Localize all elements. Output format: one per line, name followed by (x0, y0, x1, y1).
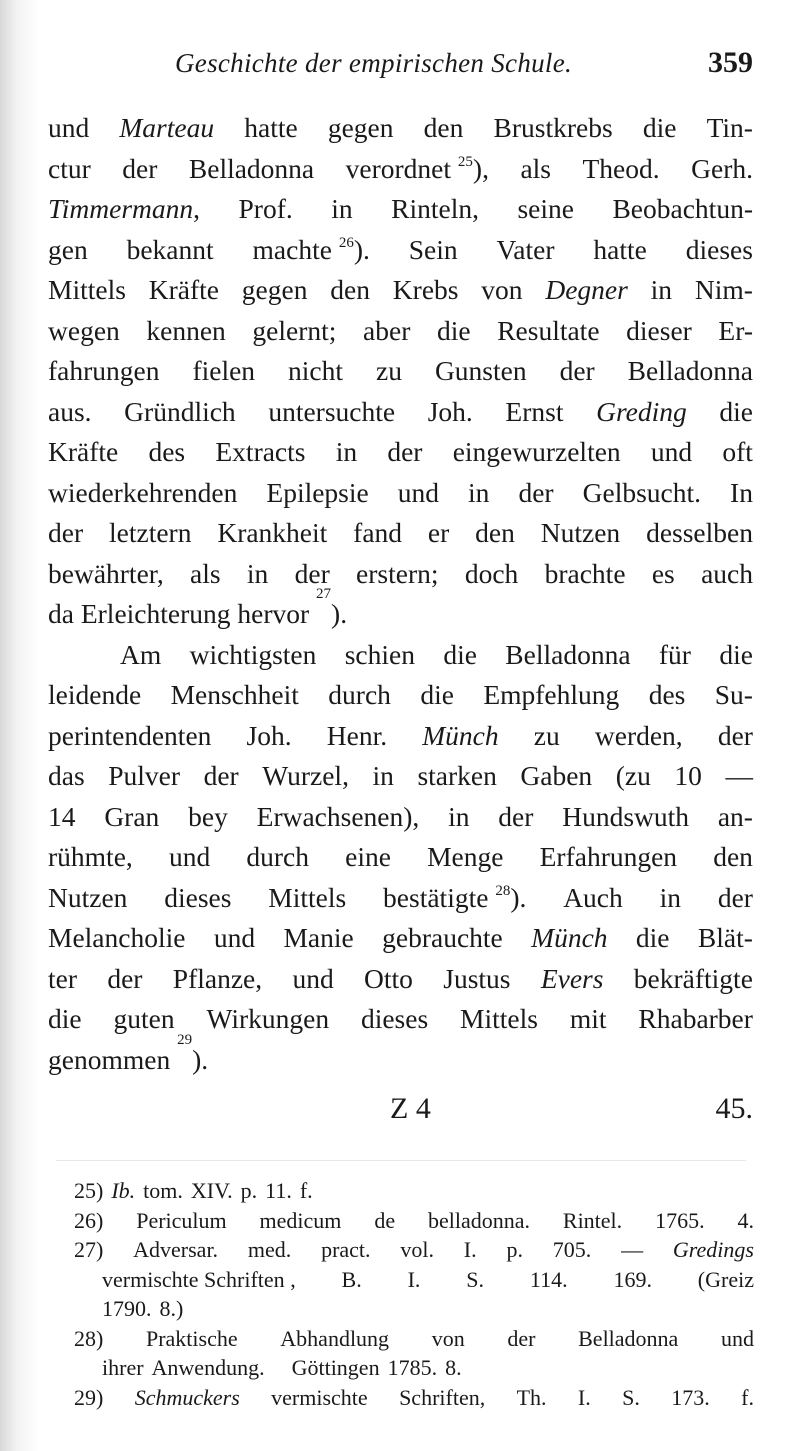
text-line: Nutzen dieses Mittels bestätigte $^{28}$). Auch in der (48, 881, 753, 913)
footnote-ref: 26 (338, 234, 354, 251)
text-line: wiederkehrenden Epilepsie und in der Gelbsucht. In (48, 476, 753, 508)
running-title: Geschichte der empirischen Schule. (175, 48, 573, 78)
text-line: Melancholie und Manie gebrauchte Münch die Blät- (48, 922, 753, 953)
footnote-28: 28) Praktische Abhandlung von der Belladonna und (74, 1325, 754, 1351)
text-line: Mittels Kräfte gegen den Krebs von Degner in Nim- (48, 274, 753, 305)
footnote-ref: 28 (495, 882, 511, 899)
text-line: wegen kennen gelernt; aber die Resultate dieser Er- (48, 314, 753, 346)
signature-row (48, 1092, 753, 1132)
text-line: ter der Pflanze, und Otto Justus Evers bekräftigte (48, 962, 753, 994)
footnote-ref: 27 (316, 586, 332, 602)
text-line: ctur der Belladonna verordnet $^{25}$), als Theod. Gerh. (48, 152, 753, 184)
signature-mark: Z 4 (390, 1092, 431, 1125)
text-line: die guten Wirkungen dieses Mittels mit Rhabarber (48, 1003, 753, 1034)
footnote-ref: 25 (457, 153, 473, 170)
footnotes (74, 1176, 754, 1412)
text-line: fahrungen fielen nicht zu Gunsten der Belladonna (48, 355, 753, 386)
text-line: der letztern Krankheit fand er den Nutzen desselben (48, 517, 753, 548)
footnote-26: 26) Periculum medicum de belladonna. Rintel. 1765. 4. (74, 1207, 754, 1233)
text-line: bewährter, als in der erstern; doch brachte es auch (48, 557, 753, 589)
text-line: Am wichtigsten schien die Belladonna für die (120, 638, 753, 670)
text-line: gen bekannt machte $^{26}$). Sein Vater hatte dieses (48, 233, 753, 265)
footnote-25: 25) Ib. tom. XIV. p. 11. f. (74, 1178, 313, 1203)
text-line: leidende Menschheit durch die Empfehlung des Su- (48, 679, 753, 710)
footnote-ref: 29 (177, 1031, 193, 1048)
text-line: 14 Gran bey Erwachsenen), in der Hundswuth an- (48, 800, 753, 832)
catchword: 45. (715, 1092, 753, 1125)
footnote-divider (56, 1160, 746, 1161)
text-line: aus. Gründlich untersuchte Joh. Ernst Greding die (48, 395, 753, 427)
text-line: genommen 29 ). (48, 1040, 753, 1081)
text-line: das Pulver der Wurzel, in starken Gaben (zu 10 — (48, 760, 753, 791)
text-line: Kräfte des Extracts in der eingewurzelten und oft (48, 436, 753, 467)
footnote-27-cont: 1790. 8.) (102, 1296, 184, 1321)
text-line: und Marteau hatte gegen den Brustkrebs die Tin- (48, 112, 753, 143)
text-line: Timmermann, Prof. in Rinteln, seine Beobachtun- (48, 193, 753, 224)
main-text (48, 108, 753, 1080)
footnote-27-cont: vermischte Schriften , B. I. S. 114. 169. (Greiz (102, 1266, 754, 1292)
footnote-29: 29) Schmuckers vermischte Schriften, Th. I. S. 173. f. (74, 1384, 754, 1410)
text-line: rühmte, und durch eine Menge Erfahrungen den (48, 841, 753, 872)
footnote-27: 27) Adversar. med. pract. vol. I. p. 705. — Gredings (74, 1237, 754, 1262)
footnote-28-cont: ihrer Anwendung. Göttingen 1785. 8. (102, 1355, 462, 1380)
text-line: perintendenten Joh. Henr. Münch zu werden, der (48, 719, 753, 751)
text-line: da Erleichterung hervor 27 ). (48, 594, 753, 635)
page-number: 359 (708, 46, 753, 79)
page-header (175, 44, 775, 94)
